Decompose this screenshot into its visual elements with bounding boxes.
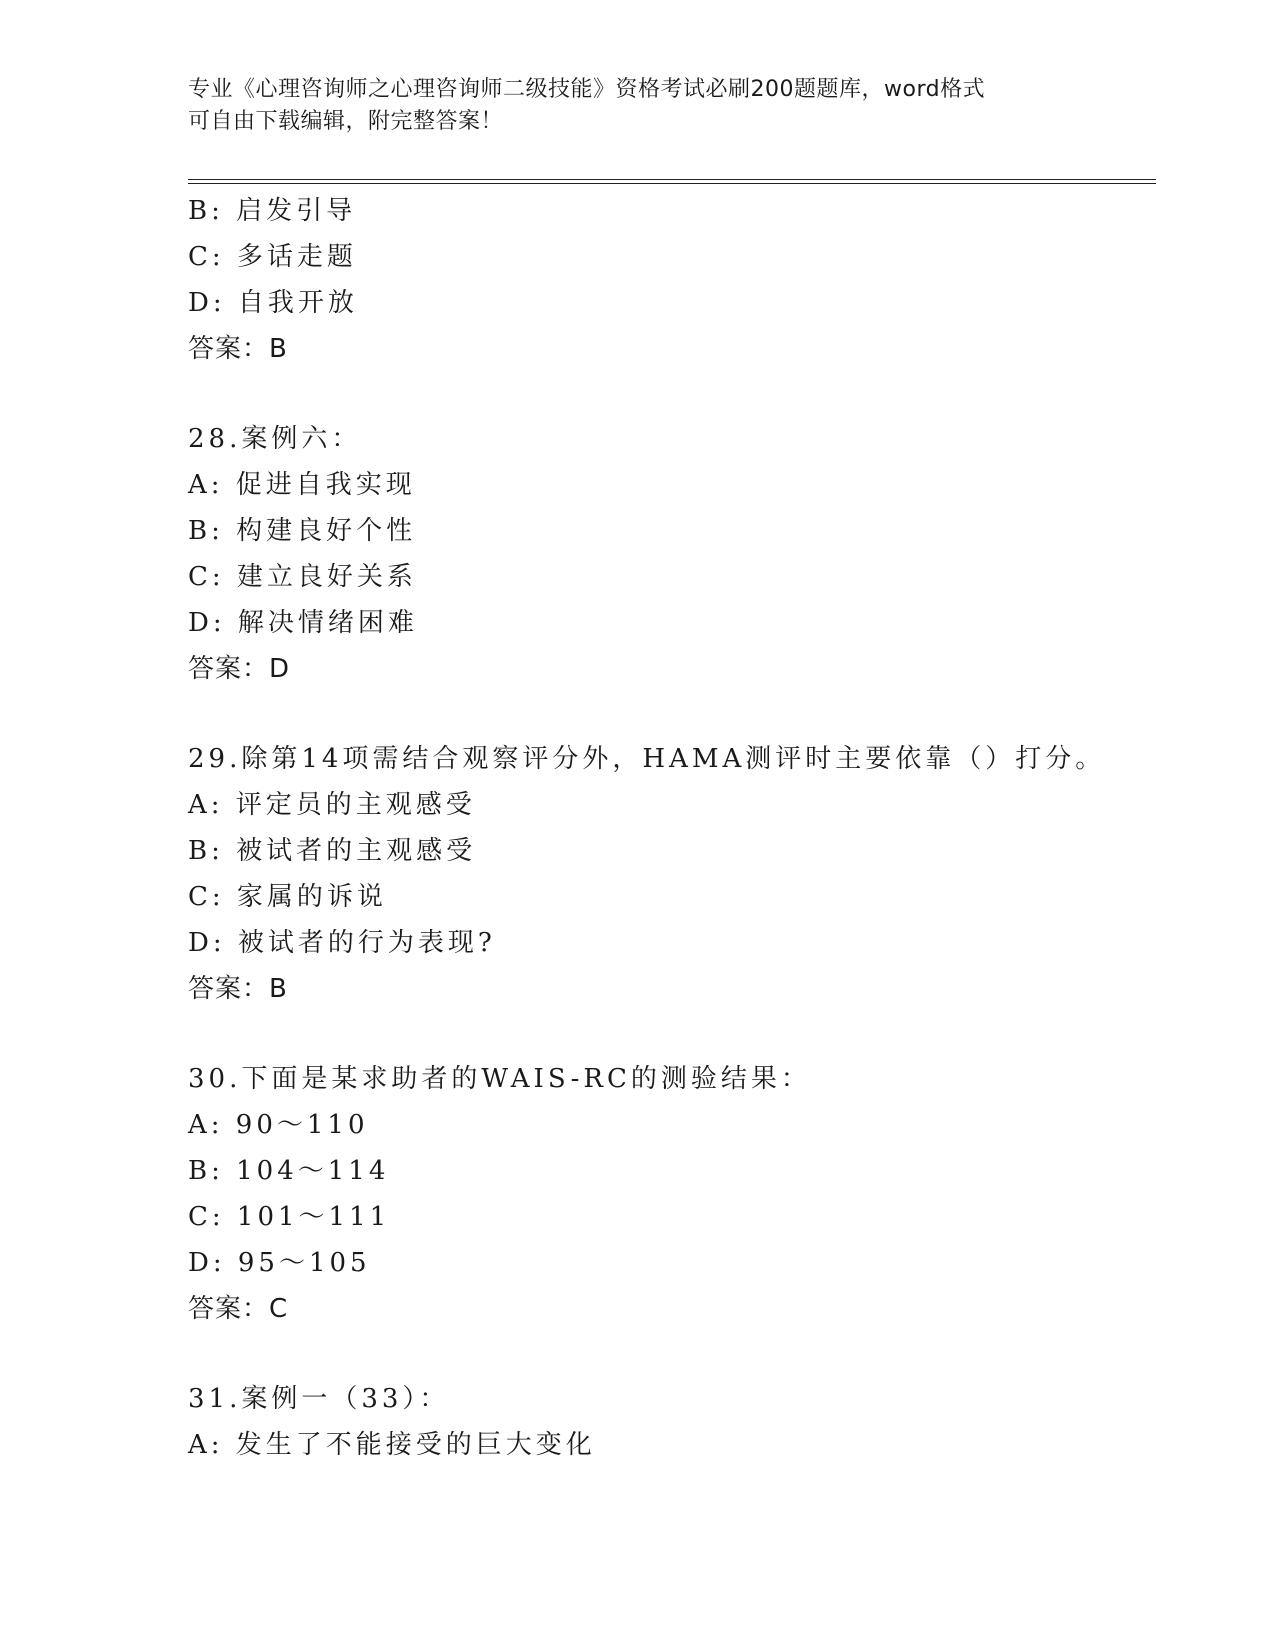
- answer-line: 答案：B: [188, 334, 288, 364]
- option-a: A: 发生了不能接受的巨大变化: [188, 1430, 596, 1460]
- option-b: B: 104～114: [188, 1156, 390, 1186]
- option-a: A: 促进自我实现: [188, 470, 416, 500]
- option-d: D: 被试者的行为表现?: [188, 928, 496, 958]
- question-30: [188, 1056, 1148, 1332]
- option-c: C: 建立良好关系: [188, 562, 417, 592]
- option-c: C: 101～111: [188, 1202, 391, 1232]
- spacer: [188, 1332, 1148, 1376]
- answer-line: 答案：D: [188, 654, 291, 684]
- question-31: [188, 1376, 1148, 1468]
- option-b: B: 启发引导: [188, 196, 357, 226]
- header-line-1: 专业《心理咨询师之心理咨询师二级技能》资格考试必刷200题题库，word格式: [188, 77, 986, 102]
- option-d: D: 解决情绪困难: [188, 608, 418, 638]
- question-text: 28.案例六：: [188, 424, 362, 454]
- option-a: A: 评定员的主观感受: [188, 790, 476, 820]
- spacer: [188, 1012, 1148, 1056]
- spacer: [188, 692, 1148, 736]
- option-d: D: 自我开放: [188, 288, 358, 318]
- option-c: C: 多话走题: [188, 242, 357, 272]
- question-27-fragment: [188, 188, 1148, 372]
- question-list: [188, 188, 1148, 1468]
- question-28: [188, 416, 1148, 692]
- question-text: 29.除第14项需结合观察评分外，HAMA测评时主要依靠（）打分。: [188, 744, 1106, 774]
- header-line-2: 可自由下载编辑，附完整答案！: [188, 109, 504, 134]
- option-a: A: 90～110: [188, 1110, 369, 1140]
- answer-line: 答案：C: [188, 1294, 289, 1324]
- question-29: [188, 736, 1148, 1012]
- option-b: B: 构建良好个性: [188, 516, 417, 546]
- question-text: 30.下面是某求助者的WAIS-RC的测验结果：: [188, 1064, 811, 1094]
- option-c: C: 家属的诉说: [188, 882, 387, 912]
- document-header: [188, 74, 1088, 138]
- header-divider: [188, 179, 1156, 184]
- answer-line: 答案：B: [188, 974, 288, 1004]
- option-d: D: 95～105: [188, 1248, 371, 1278]
- spacer: [188, 372, 1148, 416]
- option-b: B: 被试者的主观感受: [188, 836, 477, 866]
- question-text: 31.案例一（33）：: [188, 1384, 450, 1414]
